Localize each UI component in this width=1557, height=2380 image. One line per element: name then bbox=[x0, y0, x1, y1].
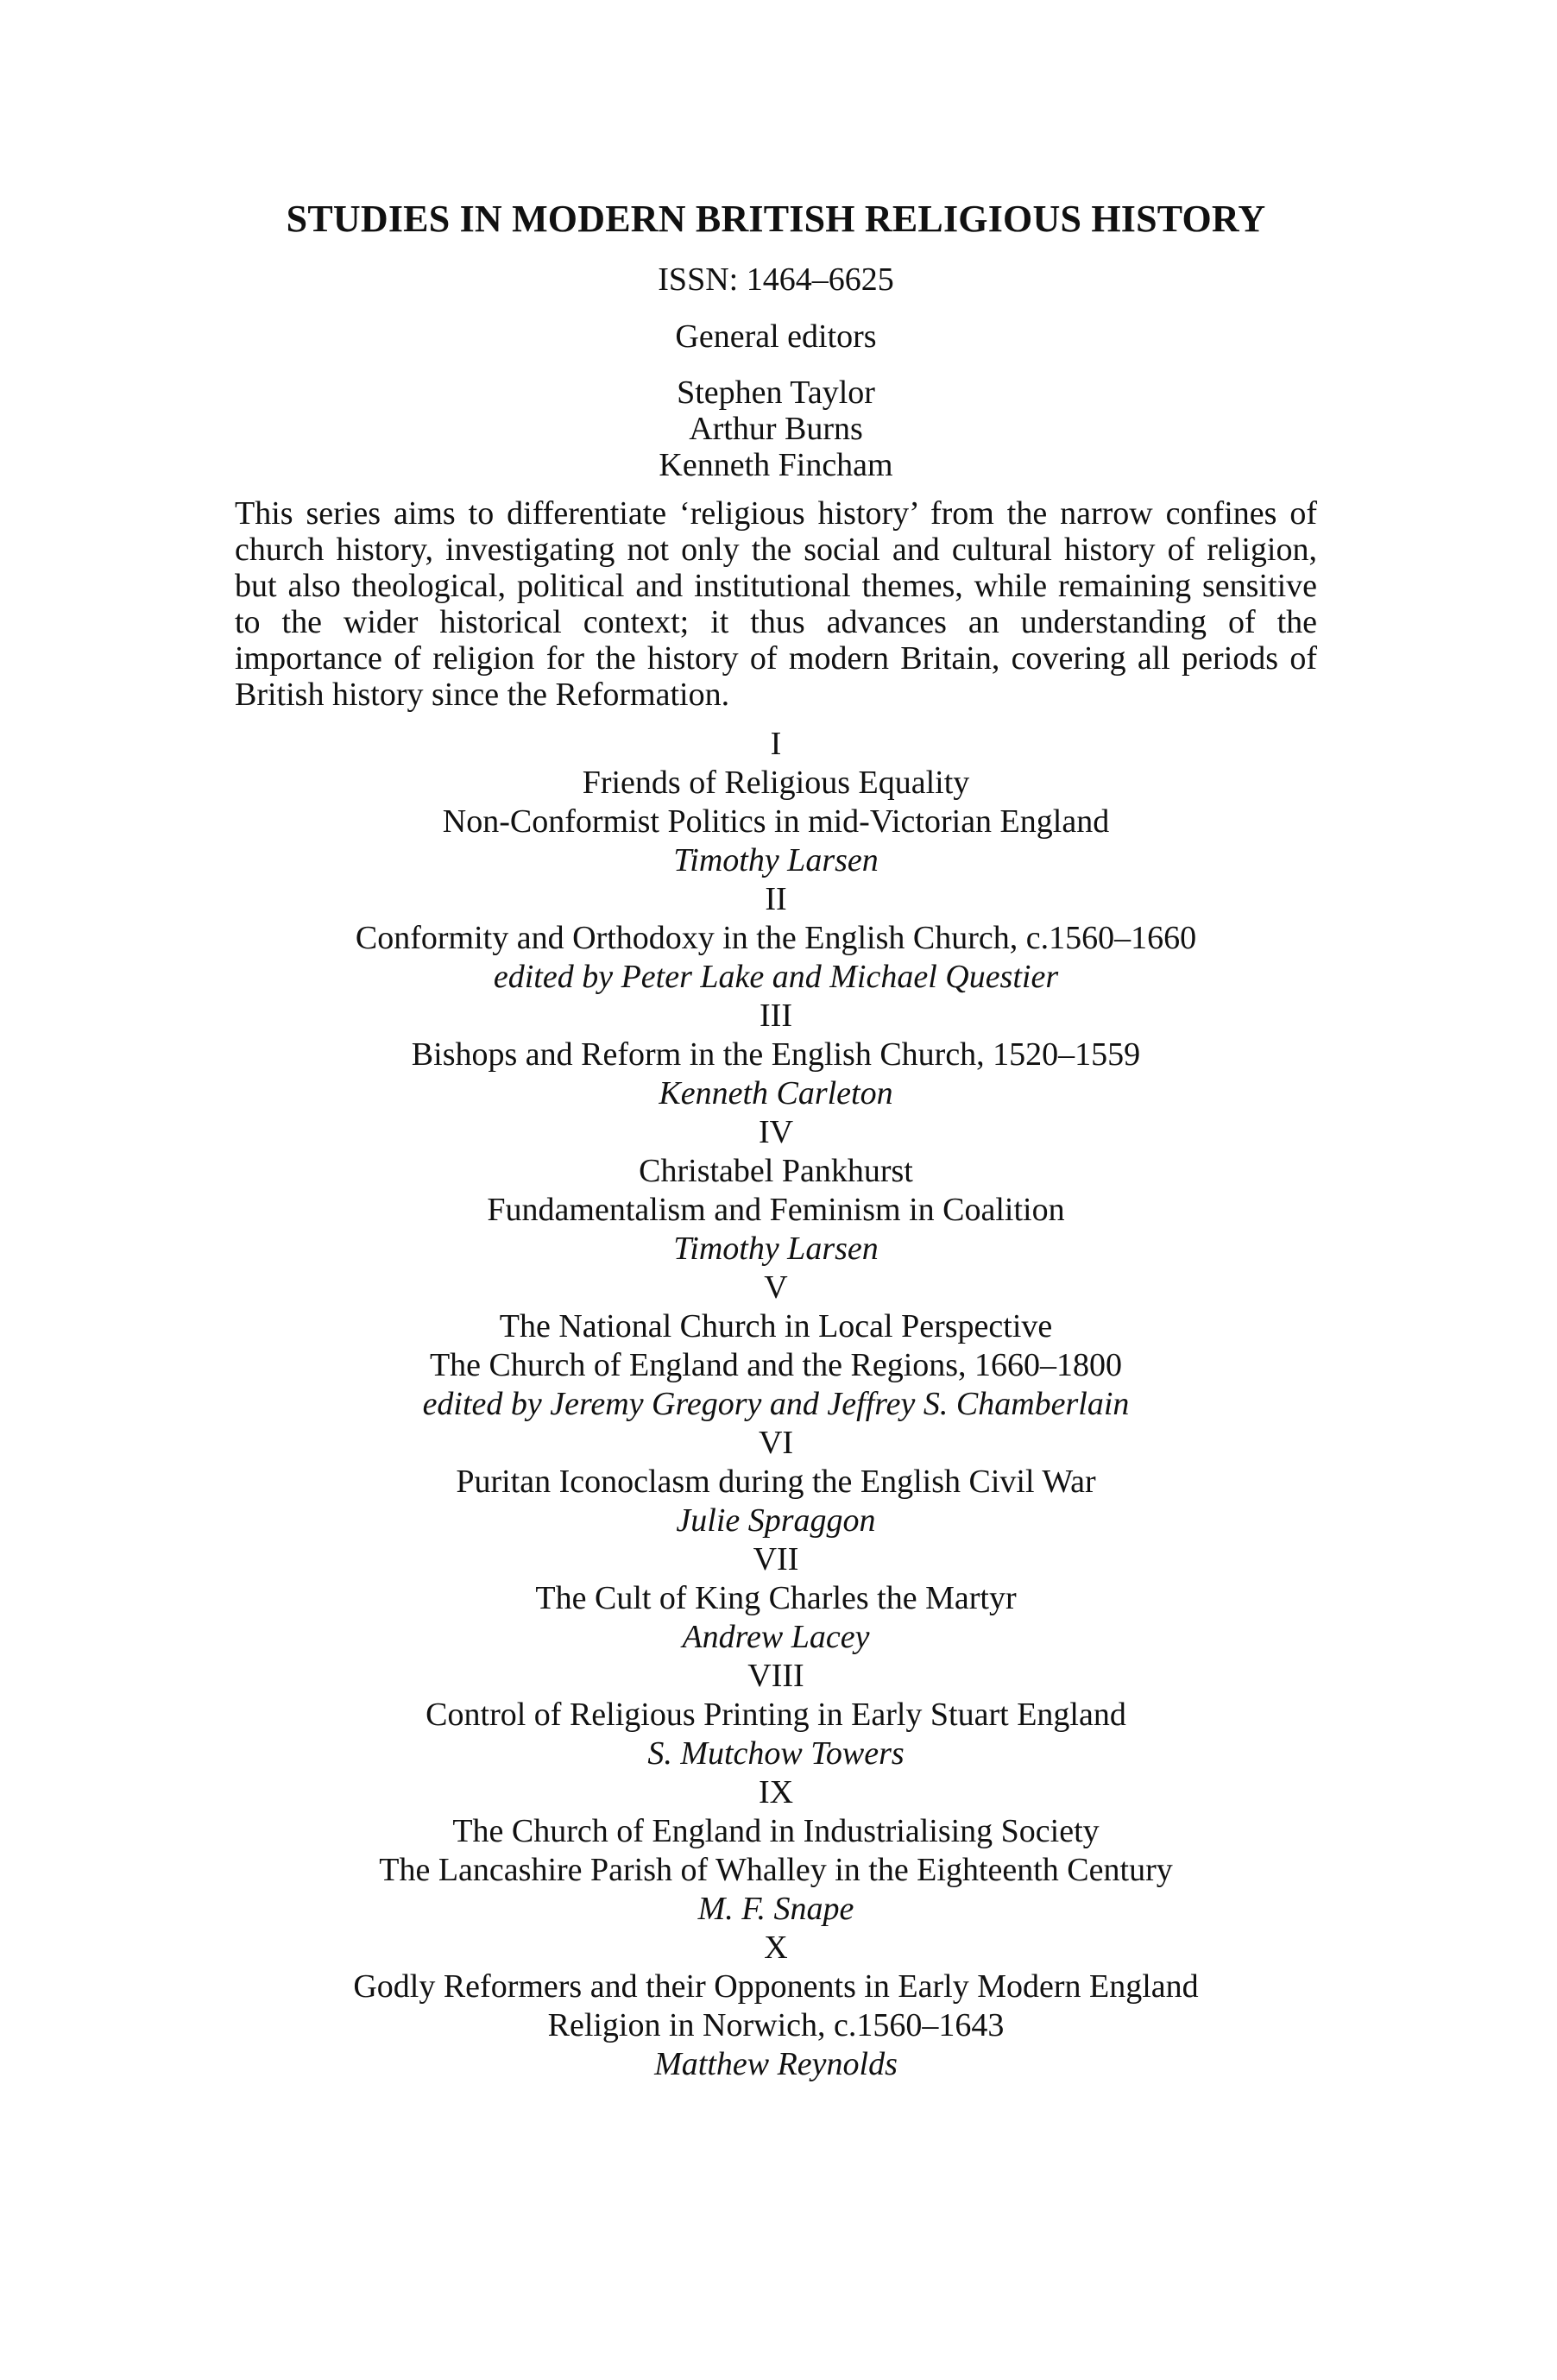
volume-title: The Church of England in Industrialising Society bbox=[452, 1813, 1100, 1849]
volume-author: Matthew Reynolds bbox=[654, 2046, 898, 2082]
volume-subtitle: The Church of England and the Regions, 1660–1800 bbox=[429, 1347, 1123, 1383]
volume-subtitle: Religion in Norwich, c.1560–1643 bbox=[547, 2007, 1005, 2043]
editors-heading: General editors bbox=[675, 318, 877, 355]
volume-title: The National Church in Local Perspective bbox=[499, 1308, 1053, 1344]
volume-author: Andrew Lacey bbox=[682, 1619, 870, 1655]
volume-author: Kenneth Carleton bbox=[659, 1075, 893, 1111]
volume-entry bbox=[235, 880, 1317, 997]
volume-title: Christabel Pankhurst bbox=[639, 1153, 913, 1189]
series-description: This series aims to differentiate ‘religious history’ from the narrow confines of church history, investigating not only the social and cultural history of religion, but also theological, political and institutional themes, while remaining sensitive to the wider historical context; it thus advances an understanding of the importance of religion for the history of modern Britain, covering all periods of British history since the Reformation. bbox=[235, 495, 1317, 713]
volume-list bbox=[235, 725, 1317, 2084]
volume-author: edited by Peter Lake and Michael Questier bbox=[493, 959, 1059, 995]
volume-author: S. Mutchow Towers bbox=[647, 1735, 905, 1772]
editors-list bbox=[235, 375, 1317, 483]
volume-entry bbox=[235, 1773, 1317, 1929]
volume-title: Friends of Religious Equality bbox=[582, 765, 970, 801]
volume-numeral: IX bbox=[758, 1774, 794, 1810]
volume-numeral: VI bbox=[758, 1425, 794, 1461]
issn: ISSN: 1464–6625 bbox=[658, 261, 894, 298]
volume-entry bbox=[235, 1657, 1317, 1773]
volume-subtitle: Non-Conformist Politics in mid-Victorian England bbox=[442, 803, 1110, 840]
volume-entry bbox=[235, 1929, 1317, 2084]
volume-entry bbox=[235, 725, 1317, 880]
volume-numeral: I bbox=[770, 726, 782, 762]
volume-numeral: X bbox=[764, 1930, 788, 1966]
editor-name: Arthur Burns bbox=[689, 411, 863, 447]
volume-entry bbox=[235, 1540, 1317, 1657]
volume-title: Godly Reformers and their Opponents in Early Modern England bbox=[353, 1968, 1199, 2005]
volume-author: edited by Jeremy Gregory and Jeffrey S. Chamberlain bbox=[422, 1386, 1130, 1422]
volume-title: Puritan Iconoclasm during the English Civil War bbox=[456, 1464, 1096, 1500]
volume-numeral: II bbox=[765, 881, 787, 917]
editor-name: Kenneth Fincham bbox=[659, 447, 893, 483]
volume-entry bbox=[235, 1113, 1317, 1269]
volume-title: The Cult of King Charles the Martyr bbox=[535, 1580, 1017, 1616]
volume-subtitle: The Lancashire Parish of Whalley in the Eighteenth Century bbox=[379, 1852, 1173, 1888]
volume-entry bbox=[235, 1424, 1317, 1540]
book-page bbox=[235, 197, 1317, 2084]
volume-numeral: VII bbox=[753, 1541, 799, 1577]
volume-title: Conformity and Orthodoxy in the English Church, c.1560–1660 bbox=[355, 920, 1197, 956]
volume-numeral: III bbox=[760, 998, 792, 1034]
volume-author: Julie Spraggon bbox=[676, 1502, 876, 1539]
volume-numeral: IV bbox=[758, 1114, 794, 1150]
volume-author: M. F. Snape bbox=[697, 1891, 854, 1927]
volume-numeral: VIII bbox=[747, 1658, 804, 1694]
volume-numeral: V bbox=[764, 1269, 788, 1306]
volume-title: Bishops and Reform in the English Church, 1520–1559 bbox=[411, 1036, 1141, 1073]
volume-author: Timothy Larsen bbox=[673, 1231, 879, 1267]
editor-name: Stephen Taylor bbox=[677, 375, 875, 411]
series-title: STUDIES IN MODERN BRITISH RELIGIOUS HISTORY bbox=[286, 198, 1266, 240]
volume-subtitle: Fundamentalism and Feminism in Coalition bbox=[487, 1192, 1065, 1228]
volume-title: Control of Religious Printing in Early Stuart England bbox=[425, 1697, 1126, 1733]
volume-author: Timothy Larsen bbox=[673, 842, 879, 878]
volume-entry bbox=[235, 1269, 1317, 1424]
volume-entry bbox=[235, 997, 1317, 1113]
